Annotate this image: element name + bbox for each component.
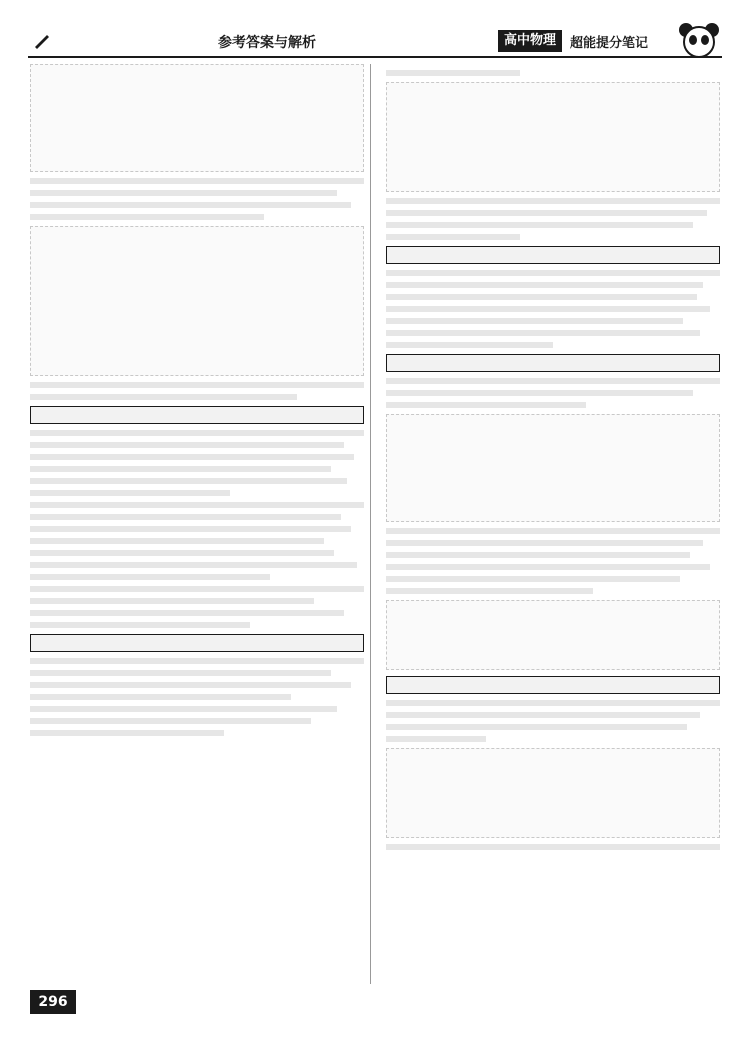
figure-system — [386, 600, 720, 670]
text-block — [386, 198, 720, 240]
figure-force-analysis — [386, 82, 720, 192]
text-block — [386, 378, 720, 408]
column-divider — [370, 64, 371, 984]
text-block — [30, 382, 364, 400]
figure-jia-yi — [30, 64, 364, 172]
pen-icon — [32, 30, 52, 50]
right-column — [386, 64, 720, 984]
figure-slope-circle — [386, 748, 720, 838]
text-block — [30, 178, 364, 220]
text-block — [30, 658, 364, 736]
page-header — [28, 24, 722, 58]
header-title: 参考答案与解析 — [218, 35, 316, 51]
text-block — [386, 700, 720, 742]
figure-bing — [30, 226, 364, 376]
section-header — [386, 246, 720, 264]
text-block — [386, 844, 720, 850]
subject-badge: 高中物理 — [498, 30, 562, 52]
figure-triangle — [386, 414, 720, 522]
section-header — [30, 634, 364, 652]
section-header — [386, 354, 720, 372]
section-header — [386, 676, 720, 694]
page-number: 296 — [30, 990, 76, 1014]
text-block — [386, 70, 720, 76]
left-column — [30, 64, 364, 984]
text-block — [386, 270, 720, 348]
section-header — [30, 406, 364, 424]
panda-logo-icon — [676, 20, 722, 60]
text-block — [386, 528, 720, 594]
series-title: 超能提分笔记 — [570, 36, 649, 51]
text-block — [30, 430, 364, 628]
